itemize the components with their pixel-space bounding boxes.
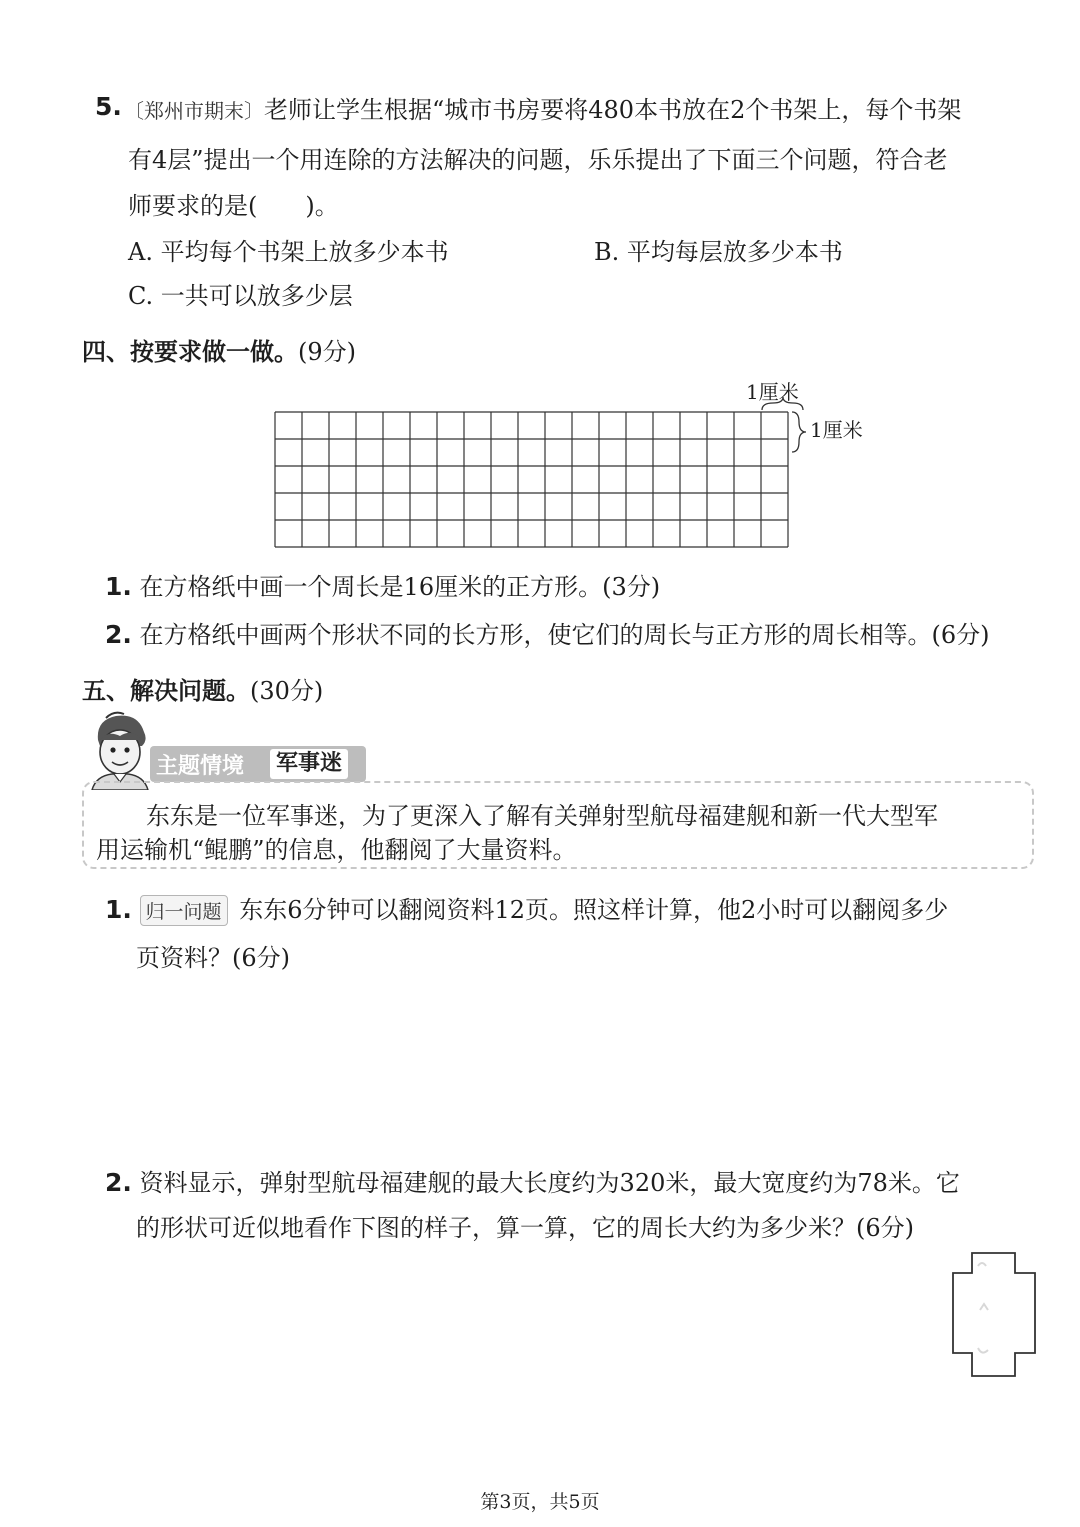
question-text-1: 资料显示，弹射型航母福建舰的最大长度约为320米，最大宽度约为78米。它 [139,1169,960,1197]
item-number: 2. [105,620,132,649]
theme-label: 主题情境 [156,754,245,779]
item-text: 在方格纸中画一个周长是16厘米的正方形。(3分) [139,573,661,601]
item-number: 1. [105,572,132,601]
unit-label-top: 1厘米 [746,380,799,404]
carrier-outline-figure [950,1248,1040,1383]
option-c: C. 一共可以放多少层 [128,282,353,310]
section-5-score: (30分) [250,677,324,705]
source-tag: 郑州市期末 [144,99,244,123]
section-5-question-1-line-2: 页资料？(6分) [136,944,290,972]
section-5-question-2-line-2: 的形状可近似地看作下图的样子，算一算，它的周长大约为多少米？(6分) [136,1214,914,1242]
section-4-item-1 [105,567,660,602]
question-number: 1. [105,895,132,924]
unit-label-right: 1厘米 [810,418,863,442]
option-a: A. 平均每个书架上放多少本书 [128,238,449,266]
question-number: 2. [105,1168,132,1197]
section-4-item-2 [105,615,990,650]
problem-type-tag: 归一问题 [140,895,228,926]
section-4-title: 四、按要求做一做。 [82,338,298,366]
section-5-question-2 [105,1163,960,1198]
option-b: B. 平均每层放多少本书 [594,238,843,266]
section-4-score: (9分) [298,338,356,366]
question-5-line-1: 〔郑州市期末〕老师让学生根据“城市书房要将480本书放在2个书架上，每个书架 [124,96,962,124]
grid-lines [275,412,788,547]
question-number: 5. [95,92,122,121]
top-brace-icon [762,397,803,410]
theme-text-line-2: 用运输机“鲲鹏”的信息，他翻阅了大量资料。 [96,836,577,864]
right-brace-icon [792,412,806,452]
question-5-line-3: 师要求的是( )。 [128,192,339,220]
theme-text-line-1: 东东是一位军事迷，为了更深入了解有关弹射型航母福建舰和新一代大型军 [146,802,938,830]
theme-name: 军事迷 [270,749,348,779]
section-5-title: 五、解决问题。 [82,677,250,705]
section-4-heading [82,332,356,367]
boy-avatar-icon [84,710,156,790]
question-text-1: 东东6分钟可以翻阅资料12页。照这样计算，他2小时可以翻阅多少 [239,896,949,924]
question-5-text-1: 老师让学生根据“城市书房要将480本书放在2个书架上，每个书架 [264,96,962,124]
page-footer: 第3页，共5页 [480,1491,600,1513]
grid-paper[interactable] [270,395,810,550]
section-5-heading [82,671,323,706]
section-5-question-1 [105,890,948,926]
item-text: 在方格纸中画两个形状不同的长方形，使它们的周长与正方形的周长相等。(6分) [139,621,990,649]
question-5-line-2: 有4层”提出一个用连除的方法解决的问题，乐乐提出了下面三个问题，符合老 [128,146,948,174]
